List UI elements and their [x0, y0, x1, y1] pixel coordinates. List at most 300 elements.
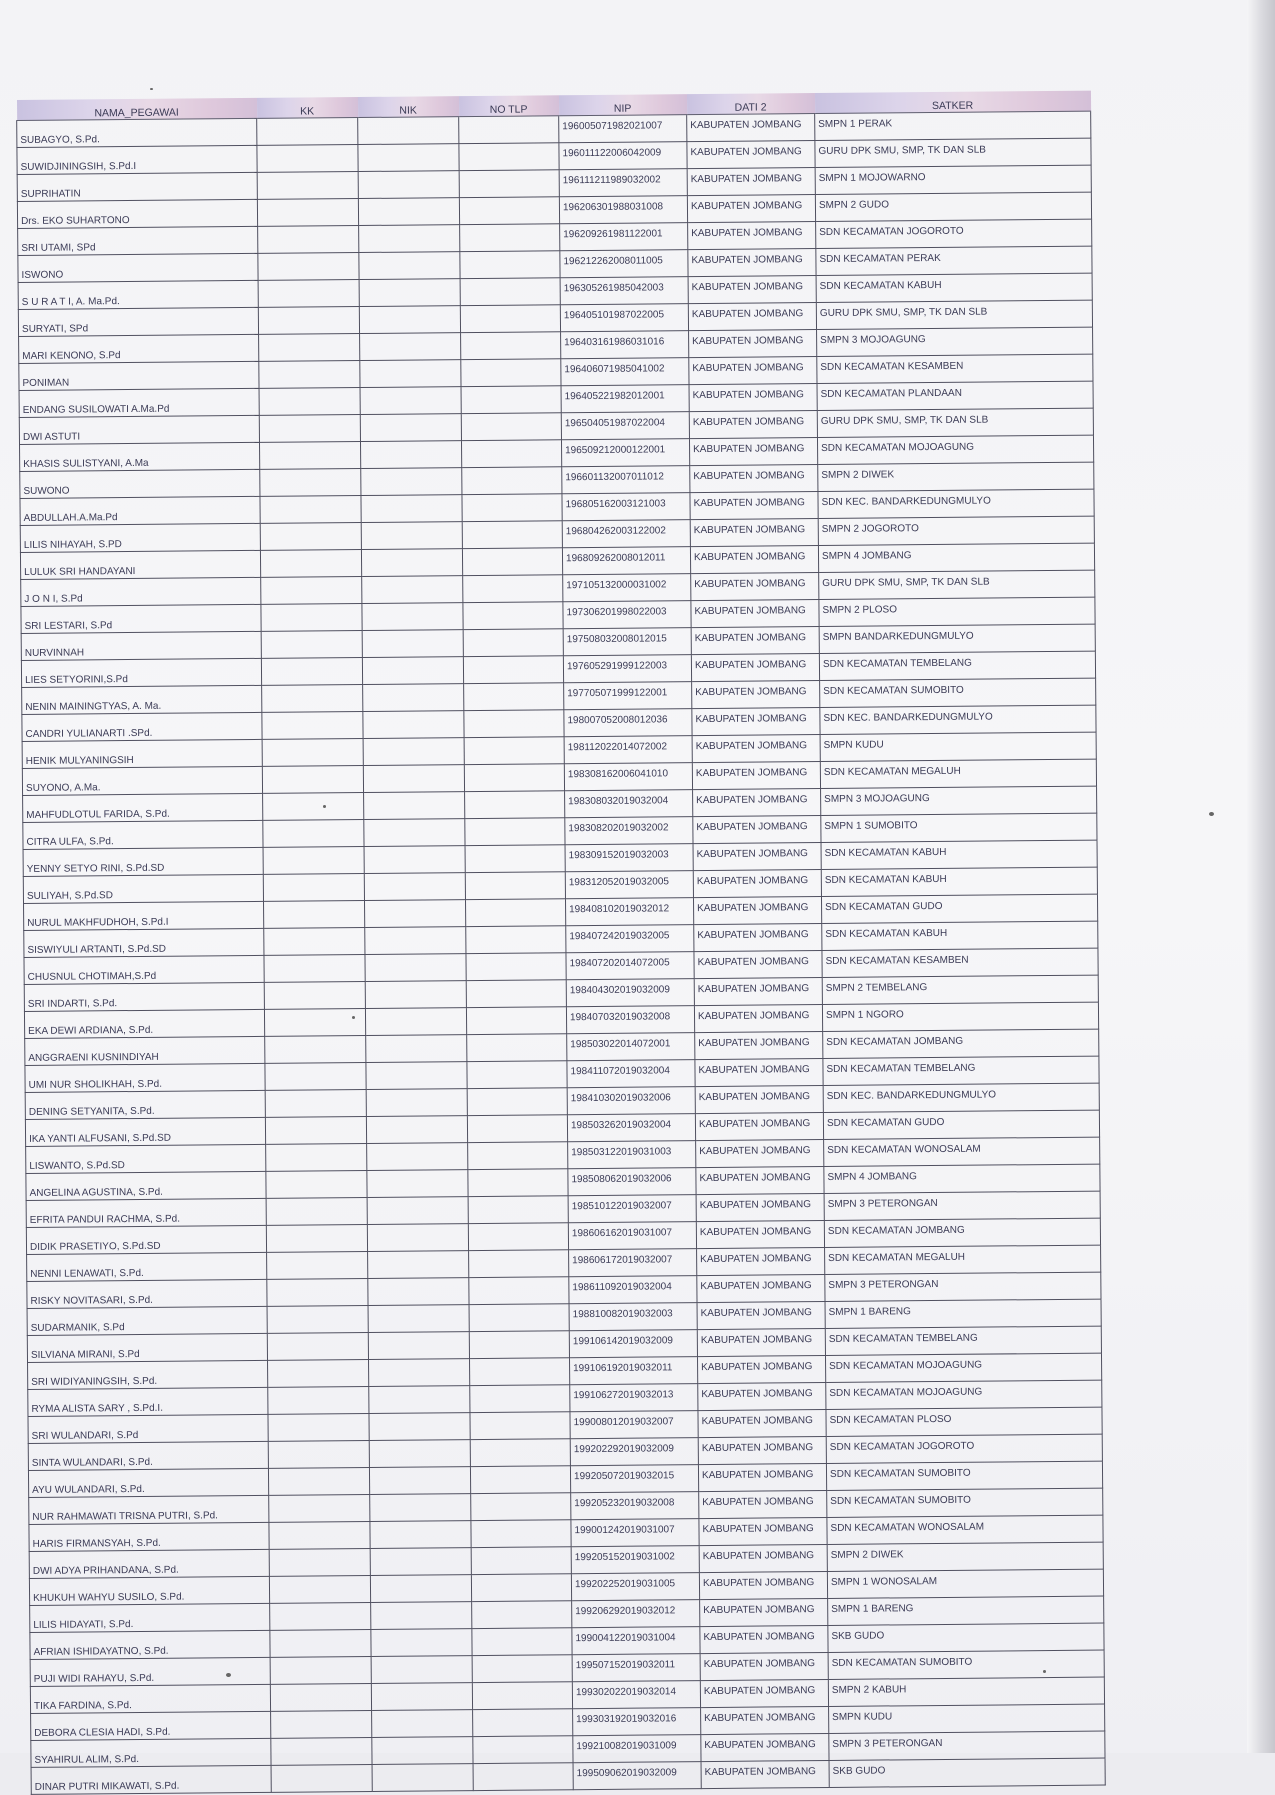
cell-nik [366, 1035, 467, 1063]
cell-kk [265, 1089, 366, 1117]
cell-satker: SKB GUDO [828, 1623, 1104, 1652]
cell-nip: 198411072019032004 [567, 1060, 695, 1088]
cell-no-tlp [473, 1736, 573, 1764]
cell-dati-2: KABUPATEN JOMBANG [689, 357, 817, 385]
cell-nama-pegawai: J O N I, S.Pd [21, 577, 261, 606]
cell-kk [259, 388, 360, 416]
cell-nik [364, 792, 465, 820]
cell-satker: SDN KEC. BANDARKEDUNGMULYO [818, 489, 1094, 518]
cell-nama-pegawai: NURUL MAKHFUDHOH, S.Pd.I [24, 901, 264, 930]
cell-satker: SMPN 4 JOMBANG [818, 543, 1094, 572]
cell-satker: SDN KECAMATAN PERAK [816, 246, 1092, 275]
page-edge-shadow [1247, 0, 1275, 1753]
cell-nama-pegawai: SUDARMANIK, S.Pd [27, 1306, 267, 1335]
cell-no-tlp [470, 1412, 570, 1440]
cell-nama-pegawai: SRI LESTARI, S.Pd [21, 604, 261, 633]
cell-nik [370, 1494, 471, 1522]
cell-nama-pegawai: PONIMAN [19, 361, 259, 390]
cell-nama-pegawai: UMI NUR SHOLIKHAH, S.Pd. [25, 1063, 265, 1092]
cell-no-tlp [464, 764, 564, 792]
cell-dati-2: KABUPATEN JOMBANG [691, 600, 819, 628]
cell-dati-2: KABUPATEN JOMBANG [694, 924, 822, 952]
cell-dati-2: KABUPATEN JOMBANG [697, 1328, 825, 1356]
cell-dati-2: KABUPATEN JOMBANG [689, 384, 817, 412]
cell-nip: 199106272019032013 [570, 1384, 698, 1412]
cell-satker: SDN KECAMATAN MOJOAGUNG [826, 1380, 1102, 1409]
cell-nik [362, 576, 463, 604]
cell-kk [261, 657, 362, 685]
cell-nik [361, 468, 462, 496]
cell-dati-2: KABUPATEN JOMBANG [687, 168, 815, 196]
cell-nama-pegawai: CHUSNUL CHOTIMAH,S.Pd [24, 955, 264, 984]
cell-kk [268, 1386, 369, 1414]
cell-nama-pegawai: SUBAGYO, S.Pd. [17, 118, 257, 147]
cell-nik [372, 1710, 473, 1738]
cell-satker: SDN KECAMATAN KESAMBEN [822, 948, 1098, 977]
cell-kk [262, 684, 363, 712]
cell-nama-pegawai: ISWONO [18, 253, 258, 282]
cell-dati-2: KABUPATEN JOMBANG [692, 681, 820, 709]
cell-kk [262, 738, 363, 766]
cell-nip: 198407202014072005 [566, 952, 694, 980]
cell-nip: 196406071985041002 [561, 358, 689, 386]
cell-no-tlp [459, 197, 559, 225]
cell-kk [261, 577, 362, 605]
cell-no-tlp [470, 1439, 570, 1467]
cell-nama-pegawai: ANGGRAENI KUSNINDIYAH [25, 1036, 265, 1065]
cell-nama-pegawai: CANDRI YULIANARTI .SPd. [22, 712, 262, 741]
cell-dati-2: KABUPATEN JOMBANG [698, 1436, 826, 1464]
cell-nik [368, 1332, 469, 1360]
cell-no-tlp [464, 683, 564, 711]
cell-kk [261, 630, 362, 658]
scan-speck [150, 88, 153, 90]
cell-nip: 199205232019032008 [571, 1492, 699, 1520]
cell-nama-pegawai: LISWANTO, S.Pd.SD [26, 1144, 266, 1173]
cell-nama-pegawai: ANGELINA AGUSTINA, S.Pd. [26, 1171, 266, 1200]
cell-nama-pegawai: LIES SETYORINI,S.Pd [21, 658, 261, 687]
cell-nip: 198810082019032003 [569, 1303, 697, 1331]
cell-satker: SMPN 3 PETERONGAN [825, 1272, 1101, 1301]
cell-kk [262, 765, 363, 793]
cell-satker: SDN KECAMATAN KABUH [822, 921, 1098, 950]
cell-kk [263, 873, 364, 901]
cell-nama-pegawai: LILIS NIHAYAH, S.PD [20, 523, 260, 552]
cell-nip: 198308202019032002 [565, 817, 693, 845]
cell-no-tlp [465, 899, 565, 927]
cell-nip: 196011122006042009 [559, 142, 687, 170]
cell-dati-2: KABUPATEN JOMBANG [696, 1139, 824, 1167]
cell-nama-pegawai: DEBORA CLESIA HADI, S.Pd. [31, 1711, 271, 1740]
cell-dati-2: KABUPATEN JOMBANG [690, 519, 818, 547]
cell-nama-pegawai: DWI ASTUTI [19, 415, 259, 444]
cell-dati-2: KABUPATEN JOMBANG [695, 1058, 823, 1086]
cell-nama-pegawai: SRI WULANDARI, S.Pd [28, 1414, 268, 1443]
cell-nik [359, 306, 460, 334]
scan-speck [1209, 812, 1214, 816]
cell-satker: SMPN 2 DIWEK [827, 1542, 1103, 1571]
cell-kk [266, 1224, 367, 1252]
cell-nama-pegawai: SUWIDJININGSIH, S.Pd.I [17, 145, 257, 174]
cell-dati-2: KABUPATEN JOMBANG [701, 1733, 829, 1761]
cell-nip: 196601132007011012 [562, 466, 690, 494]
cell-nik [371, 1656, 472, 1684]
table-body [17, 111, 1106, 1794]
cell-dati-2: KABUPATEN JOMBANG [687, 195, 815, 223]
cell-nik [371, 1629, 472, 1657]
cell-satker: SMPN KUDU [820, 732, 1096, 761]
cell-satker: SDN KECAMATAN KABUH [821, 867, 1097, 896]
cell-satker: SMPN 1 SUMOBITO [821, 813, 1097, 842]
cell-dati-2: KABUPATEN JOMBANG [687, 141, 815, 169]
employee-table-wrapper [16, 91, 1105, 1795]
cell-nik [365, 1008, 466, 1036]
cell-no-tlp [468, 1196, 568, 1224]
cell-nip: 198606162019031007 [568, 1222, 696, 1250]
cell-kk [261, 604, 362, 632]
cell-kk [270, 1602, 371, 1630]
cell-kk [269, 1548, 370, 1576]
cell-dati-2: KABUPATEN JOMBANG [699, 1490, 827, 1518]
cell-satker: SDN KECAMATAN JOGOROTO [826, 1434, 1102, 1463]
cell-nama-pegawai: NENIN MAININGTYAS, A. Ma. [22, 685, 262, 714]
cell-no-tlp [459, 116, 559, 144]
cell-dati-2: KABUPATEN JOMBANG [688, 303, 816, 331]
cell-no-tlp [469, 1331, 569, 1359]
cell-nik [371, 1602, 472, 1630]
cell-nip: 198611092019032004 [569, 1276, 697, 1304]
scan-speck [352, 1016, 355, 1019]
cell-kk [260, 496, 361, 524]
cell-kk [265, 1062, 366, 1090]
cell-nip: 199302022019032014 [572, 1681, 700, 1709]
cell-dati-2: KABUPATEN JOMBANG [697, 1247, 825, 1275]
cell-nik [362, 603, 463, 631]
cell-satker: GURU DPK SMU, SMP, TK DAN SLB [817, 408, 1093, 437]
cell-nip: 199206292019032012 [572, 1600, 700, 1628]
cell-no-tlp [470, 1358, 570, 1386]
cell-satker: SDN KECAMATAN SUMOBITO [826, 1461, 1102, 1490]
cell-dati-2: KABUPATEN JOMBANG [694, 977, 822, 1005]
cell-dati-2: KABUPATEN JOMBANG [691, 627, 819, 655]
cell-nama-pegawai: HARIS FIRMANSYAH, S.Pd. [29, 1522, 269, 1551]
cell-nama-pegawai: NURVINNAH [21, 631, 261, 660]
header-kk: KK [256, 97, 357, 118]
cell-nip: 196405221982012001 [561, 385, 689, 413]
cell-no-tlp [464, 737, 564, 765]
cell-dati-2: KABUPATEN JOMBANG [693, 897, 821, 925]
cell-nik [367, 1143, 468, 1171]
cell-dati-2: KABUPATEN JOMBANG [693, 870, 821, 898]
cell-nip: 199509062019032009 [573, 1762, 701, 1790]
cell-kk [268, 1440, 369, 1468]
cell-nik [372, 1737, 473, 1765]
cell-nip: 198112022014072002 [564, 736, 692, 764]
cell-no-tlp [466, 1007, 566, 1035]
cell-nip: 199303192019032016 [573, 1708, 701, 1736]
cell-no-tlp [462, 521, 562, 549]
cell-no-tlp [467, 1115, 567, 1143]
cell-no-tlp [468, 1169, 568, 1197]
cell-dati-2: KABUPATEN JOMBANG [692, 735, 820, 763]
cell-no-tlp [469, 1250, 569, 1278]
cell-satker: SDN KECAMATAN JOGOROTO [816, 219, 1092, 248]
cell-nama-pegawai: RISKY NOVITASARI, S.Pd. [27, 1279, 267, 1308]
cell-kk [258, 253, 359, 281]
cell-nik [370, 1548, 471, 1576]
cell-kk [270, 1629, 371, 1657]
cell-satker: SDN KECAMATAN GUDO [821, 894, 1097, 923]
cell-kk [263, 792, 364, 820]
cell-no-tlp [463, 629, 563, 657]
cell-dati-2: KABUPATEN JOMBANG [689, 438, 817, 466]
cell-dati-2: KABUPATEN JOMBANG [691, 573, 819, 601]
cell-nama-pegawai: DWI ADYA PRIHANDANA, S.Pd. [29, 1549, 269, 1578]
header-nama-pegawai: NAMA_PEGAWAI [16, 98, 256, 121]
cell-satker: SDN KECAMATAN JOMBANG [824, 1218, 1100, 1247]
cell-satker: SDN KECAMATAN MOJOAGUNG [825, 1353, 1101, 1382]
header-nik: NIK [357, 96, 458, 117]
cell-satker: SDN KECAMATAN SUMOBITO [827, 1488, 1103, 1517]
cell-nik [367, 1170, 468, 1198]
cell-satker: SMPN 4 JOMBANG [824, 1164, 1100, 1193]
cell-no-tlp [466, 953, 566, 981]
cell-no-tlp [472, 1601, 572, 1629]
cell-nip: 196305261985042003 [560, 277, 688, 305]
cell-kk [267, 1332, 368, 1360]
cell-no-tlp [467, 1061, 567, 1089]
cell-nik [360, 414, 461, 442]
cell-no-tlp [467, 1034, 567, 1062]
cell-satker: SDN KEC. BANDARKEDUNGMULYO [823, 1083, 1099, 1112]
cell-nip: 197605291999122003 [563, 655, 691, 683]
cell-nama-pegawai: AYU WULANDARI, S.Pd. [28, 1468, 268, 1497]
cell-nama-pegawai: ABDULLAH.A.Ma.Pd [20, 496, 260, 525]
cell-no-tlp [459, 143, 559, 171]
cell-nik [358, 117, 459, 145]
cell-nama-pegawai: LULUK SRI HANDAYANI [20, 550, 260, 579]
header-satker: SATKER [814, 91, 1090, 114]
cell-no-tlp [471, 1493, 571, 1521]
cell-no-tlp [465, 845, 565, 873]
cell-satker: SMPN 1 MOJOWARNO [815, 165, 1091, 194]
cell-nik [366, 1089, 467, 1117]
cell-nip: 196005071982021007 [559, 115, 687, 143]
cell-nik [365, 981, 466, 1009]
cell-kk [264, 900, 365, 928]
cell-nama-pegawai: SRI INDARTI, S.Pd. [24, 982, 264, 1011]
cell-nip: 198606172019032007 [569, 1249, 697, 1277]
cell-satker: SDN KECAMATAN WONOSALAM [824, 1137, 1100, 1166]
cell-nama-pegawai: RYMA ALISTA SARY , S.Pd.I. [28, 1387, 268, 1416]
cell-no-tlp [465, 818, 565, 846]
cell-nama-pegawai: SYAHIRUL ALIM, S.Pd. [31, 1738, 271, 1767]
cell-nama-pegawai: DIDIK PRASETIYO, S.Pd.SD [26, 1225, 266, 1254]
cell-satker: SDN KECAMATAN KABUH [821, 840, 1097, 869]
cell-nip: 199008012019032007 [570, 1411, 698, 1439]
cell-nik [369, 1467, 470, 1495]
cell-nama-pegawai: EKA DEWI ARDIANA, S.Pd. [24, 1009, 264, 1038]
cell-nama-pegawai: NUR RAHMAWATI TRISNA PUTRI, S.Pd. [29, 1495, 269, 1524]
cell-nama-pegawai: SURYATI, SPd [18, 307, 258, 336]
cell-kk [267, 1305, 368, 1333]
cell-no-tlp [471, 1520, 571, 1548]
cell-kk [270, 1656, 371, 1684]
cell-nama-pegawai: SINTA WULANDARI, S.Pd. [28, 1441, 268, 1470]
scan-speck [323, 805, 326, 808]
cell-no-tlp [460, 224, 560, 252]
cell-nik [371, 1683, 472, 1711]
cell-dati-2: KABUPATEN JOMBANG [700, 1625, 828, 1653]
cell-nik [358, 171, 459, 199]
cell-satker: SDN KECAMATAN WONOSALAM [827, 1515, 1103, 1544]
cell-kk [264, 927, 365, 955]
cell-nip: 196403161986031016 [561, 331, 689, 359]
cell-dati-2: KABUPATEN JOMBANG [700, 1598, 828, 1626]
cell-kk [268, 1359, 369, 1387]
cell-nip: 197705071999122001 [564, 682, 692, 710]
cell-nik [360, 387, 461, 415]
cell-dati-2: KABUPATEN JOMBANG [689, 330, 817, 358]
cell-no-tlp [464, 710, 564, 738]
cell-dati-2: KABUPATEN JOMBANG [698, 1409, 826, 1437]
cell-satker: SMPN KUDU [829, 1704, 1105, 1733]
cell-nama-pegawai: TIKA FARDINA, S.Pd. [30, 1684, 270, 1713]
cell-dati-2: KABUPATEN JOMBANG [697, 1355, 825, 1383]
cell-no-tlp [461, 386, 561, 414]
cell-satker: GURU DPK SMU, SMP, TK DAN SLB [816, 300, 1092, 329]
cell-dati-2: KABUPATEN JOMBANG [691, 654, 819, 682]
cell-nama-pegawai: HENIK MULYANINGSIH [22, 739, 262, 768]
cell-dati-2: KABUPATEN JOMBANG [690, 465, 818, 493]
cell-kk [266, 1197, 367, 1225]
cell-dati-2: KABUPATEN JOMBANG [689, 411, 817, 439]
cell-satker: SMPN 3 PETERONGAN [824, 1191, 1100, 1220]
cell-nip: 198404302019032009 [566, 979, 694, 1007]
cell-nama-pegawai: YENNY SETYO RINI, S.Pd.SD [23, 847, 263, 876]
cell-no-tlp [460, 305, 560, 333]
cell-no-tlp [462, 494, 562, 522]
cell-nik [369, 1440, 470, 1468]
cell-dati-2: KABUPATEN JOMBANG [688, 249, 816, 277]
cell-no-tlp [472, 1655, 572, 1683]
cell-no-tlp [473, 1709, 573, 1737]
cell-nik [369, 1413, 470, 1441]
cell-dati-2: KABUPATEN JOMBANG [696, 1193, 824, 1221]
cell-nama-pegawai: SUYONO, A.Ma. [22, 766, 262, 795]
cell-kk [257, 118, 358, 146]
cell-no-tlp [462, 548, 562, 576]
cell-satker: SDN KECAMATAN MEGALUH [820, 759, 1096, 788]
cell-kk [258, 280, 359, 308]
cell-no-tlp [470, 1385, 570, 1413]
cell-dati-2: KABUPATEN JOMBANG [701, 1706, 829, 1734]
cell-nik [364, 900, 465, 928]
cell-nip: 199001242019031007 [571, 1519, 699, 1547]
cell-nip: 196805162003121003 [562, 493, 690, 521]
cell-kk [269, 1494, 370, 1522]
cell-nama-pegawai: AFRIAN ISHIDAYATNO, S.Pd. [30, 1630, 270, 1659]
cell-nik [360, 360, 461, 388]
cell-nik [368, 1278, 469, 1306]
cell-kk [264, 954, 365, 982]
cell-nama-pegawai: DENING SETYANITA, S.Pd. [25, 1090, 265, 1119]
cell-satker: SDN KECAMATAN SUMOBITO [820, 678, 1096, 707]
cell-kk [263, 819, 364, 847]
cell-dati-2: KABUPATEN JOMBANG [696, 1220, 824, 1248]
cell-nip: 198503122019031003 [568, 1141, 696, 1169]
cell-nik [361, 522, 462, 550]
cell-satker: SDN KEC. BANDARKEDUNGMULYO [820, 705, 1096, 734]
cell-no-tlp [471, 1547, 571, 1575]
cell-nik [369, 1359, 470, 1387]
cell-no-tlp [461, 440, 561, 468]
cell-nik [360, 333, 461, 361]
cell-kk [260, 469, 361, 497]
cell-kk [260, 523, 361, 551]
cell-kk [265, 1035, 366, 1063]
cell-dati-2: KABUPATEN JOMBANG [698, 1463, 826, 1491]
cell-nama-pegawai: SULIYAH, S.Pd.SD [23, 874, 263, 903]
cell-no-tlp [465, 791, 565, 819]
cell-satker: SDN KECAMATAN TEMBELANG [823, 1056, 1099, 1085]
cell-nik [366, 1116, 467, 1144]
cell-nama-pegawai: DINAR PUTRI MIKAWATI, S.Pd. [31, 1765, 271, 1794]
cell-no-tlp [470, 1466, 570, 1494]
cell-nip: 197105132000031002 [563, 574, 691, 602]
cell-satker: SDN KECAMATAN PLANDAAN [817, 381, 1093, 410]
cell-nama-pegawai: SRI WIDIYANINGSIH, S.Pd. [28, 1360, 268, 1389]
cell-nama-pegawai: EFRITA PANDUI RACHMA, S.Pd. [26, 1198, 266, 1227]
cell-nik [363, 684, 464, 712]
cell-kk [257, 199, 358, 227]
cell-nama-pegawai: SUPRIHATIN [17, 172, 257, 201]
cell-dati-2: KABUPATEN JOMBANG [701, 1760, 829, 1788]
cell-nip: 198408102019032012 [565, 898, 693, 926]
cell-nik [370, 1521, 471, 1549]
cell-nip: 199202252019031005 [571, 1573, 699, 1601]
cell-nama-pegawai: SRI UTAMI, SPd [18, 226, 258, 255]
cell-nip: 196804262003122002 [562, 520, 690, 548]
cell-nik [362, 630, 463, 658]
cell-nip: 198407242019032005 [566, 925, 694, 953]
cell-satker: SKB GUDO [829, 1758, 1105, 1787]
cell-satker: SDN KECAMATAN JOMBANG [823, 1029, 1099, 1058]
cell-nama-pegawai: IKA YANTI ALFUSANI, S.Pd.SD [25, 1117, 265, 1146]
cell-nip: 196111211989032002 [559, 169, 687, 197]
cell-kk [265, 1116, 366, 1144]
cell-no-tlp [471, 1574, 571, 1602]
cell-satker: SDN KECAMATAN TEMBELANG [825, 1326, 1101, 1355]
employee-table [16, 91, 1106, 1795]
cell-no-tlp [473, 1763, 573, 1791]
cell-no-tlp [461, 413, 561, 441]
cell-kk [271, 1710, 372, 1738]
cell-nik [361, 549, 462, 577]
cell-nip: 198510122019032007 [568, 1195, 696, 1223]
cell-nip: 197306201998022003 [563, 601, 691, 629]
cell-no-tlp [469, 1304, 569, 1332]
cell-satker: SDN KECAMATAN TEMBELANG [819, 651, 1095, 680]
cell-nik [366, 1062, 467, 1090]
cell-dati-2: KABUPATEN JOMBANG [694, 1004, 822, 1032]
cell-nip: 199205152019031002 [571, 1546, 699, 1574]
cell-kk [259, 361, 360, 389]
cell-satker: SMPN 2 KABUH [828, 1677, 1104, 1706]
cell-no-tlp [465, 872, 565, 900]
cell-no-tlp [462, 467, 562, 495]
cell-kk [259, 334, 360, 362]
